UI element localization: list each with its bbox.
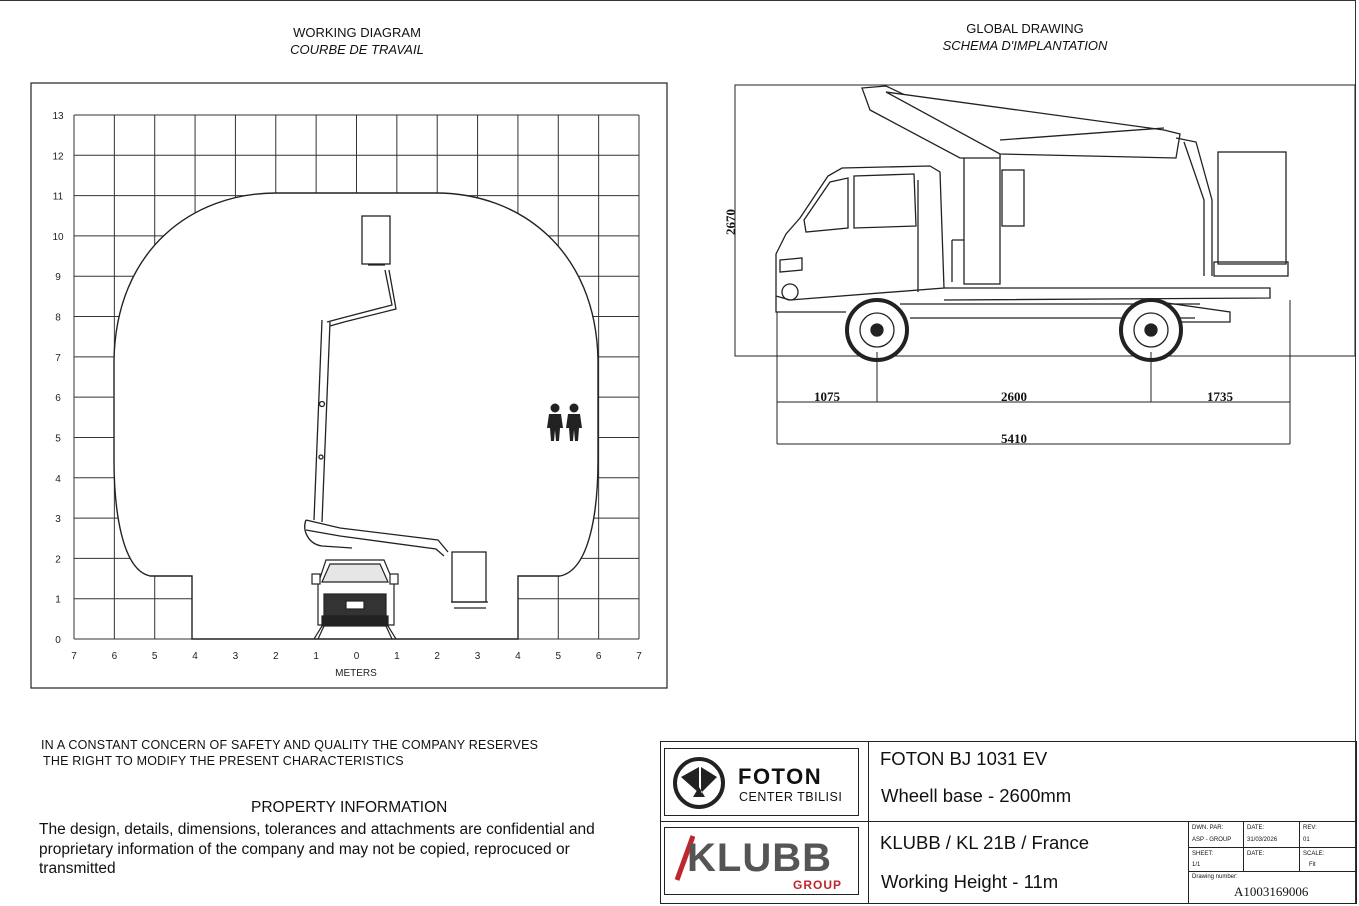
- rev-label: REV:: [1303, 825, 1317, 831]
- foton-emblem-icon: [671, 757, 727, 809]
- sheet-label: SHEET:: [1192, 851, 1214, 857]
- safety-notice-line1: IN A CONSTANT CONCERN OF SAFETY AND QUALITY THE COMPANY RESERVES: [41, 738, 539, 752]
- y-tick-label: 5: [55, 433, 61, 445]
- x-tick-label: 6: [595, 651, 602, 662]
- x-tick-label: 1: [313, 651, 319, 662]
- y-tick-label: 6: [55, 393, 61, 405]
- working-diagram-subtitle: COURBE DE TRAVAIL: [290, 42, 424, 57]
- y-tick-label: 0: [55, 635, 61, 646]
- date-value: 31/03/2026: [1247, 837, 1278, 843]
- working-height-text: Working Height - 11m: [881, 871, 1059, 892]
- y-tick-label: 9: [55, 272, 61, 284]
- y-tick-label: 13: [52, 111, 64, 122]
- y-tick-label: 11: [52, 191, 64, 203]
- foton-logo: [664, 748, 859, 816]
- x-tick-label: 3: [474, 651, 481, 662]
- x-tick-label: 4: [192, 651, 198, 662]
- scale-label: SCALE:: [1303, 851, 1325, 857]
- dwn-par-value: ASP - GROUP: [1192, 837, 1232, 843]
- x-tick-label: 7: [71, 651, 77, 662]
- property-text: The design, details, dimensions, tolerances and attachments are confidential and proprietary information of the company and may not be copied, reprocuced or transmitted: [39, 821, 595, 877]
- title-block: [660, 741, 1357, 904]
- side-basket: [1218, 152, 1286, 264]
- drawing-number: A1003169006: [1234, 884, 1309, 899]
- working-diagram-title: WORKING DIAGRAM: [293, 25, 421, 40]
- rear-wheel: [1121, 300, 1181, 360]
- rev-value: 01: [1303, 837, 1310, 843]
- rear-overhang-dimension: 1735: [1207, 389, 1233, 404]
- property-title: PROPERTY INFORMATION: [251, 799, 448, 816]
- drawing-info-grid: [1188, 821, 1357, 903]
- klubb-logo-sub: GROUP: [793, 878, 843, 892]
- y-tick-label: 1: [55, 594, 61, 606]
- y-tick-label: 12: [52, 151, 64, 163]
- sheet-value: 1/1: [1192, 862, 1201, 868]
- y-tick-label: 4: [55, 473, 61, 485]
- global-drawing-title: GLOBAL DRAWING: [966, 21, 1084, 36]
- x-tick-label: 0: [353, 651, 360, 662]
- dwn-par-label: DWN. PAR:: [1192, 825, 1224, 831]
- y-tick-label: 3: [55, 514, 61, 526]
- x-tick-label: 5: [151, 651, 158, 662]
- x-tick-label: 1: [394, 651, 400, 662]
- klubb-logo-word: KLUBB: [687, 836, 832, 880]
- foton-logo-word: FOTON: [738, 764, 823, 789]
- y-tick-label: 2: [55, 554, 61, 566]
- safety-notice-line2: THE RIGHT TO MODIFY THE PRESENT CHARACTERISTICS: [43, 754, 404, 768]
- total-length-dimension: 5410: [1001, 431, 1027, 446]
- x-axis-label: METERS: [335, 668, 377, 679]
- drawing-number-label: Drawing number:: [1192, 874, 1238, 880]
- klubb-logo: [664, 827, 859, 895]
- x-tick-label: 2: [434, 651, 440, 662]
- x-tick-label: 2: [273, 651, 279, 662]
- wheelbase-text: Wheell base - 2600mm: [881, 785, 1072, 806]
- foton-logo-sub: CENTER TBILISI: [739, 790, 843, 804]
- scale-value: Fit: [1309, 862, 1316, 868]
- equipment-text: KLUBB / KL 21B / France: [880, 832, 1090, 853]
- date-label: DATE:: [1247, 825, 1265, 831]
- wheelbase-dimension: 2600: [1001, 389, 1027, 404]
- front-wheel: [847, 300, 907, 360]
- x-tick-label: 6: [111, 651, 118, 662]
- vehicle-model: FOTON BJ 1031 EV: [880, 748, 1048, 769]
- x-tick-label: 4: [515, 651, 521, 662]
- x-tick-label: 7: [636, 651, 642, 662]
- safety-notice: [41, 737, 538, 769]
- front-overhang-dimension: 1075: [814, 389, 840, 404]
- y-tick-label: 10: [52, 231, 64, 243]
- date2-label: DATE:: [1247, 851, 1265, 857]
- y-tick-label: 8: [55, 312, 61, 324]
- x-tick-label: 5: [555, 651, 562, 662]
- height-dimension: 2670: [723, 209, 738, 235]
- x-tick-label: 3: [232, 651, 239, 662]
- global-drawing-subtitle: SCHEMA D'IMPLANTATION: [942, 38, 1108, 53]
- y-tick-label: 7: [55, 352, 61, 364]
- truck-side-view: [776, 86, 1288, 360]
